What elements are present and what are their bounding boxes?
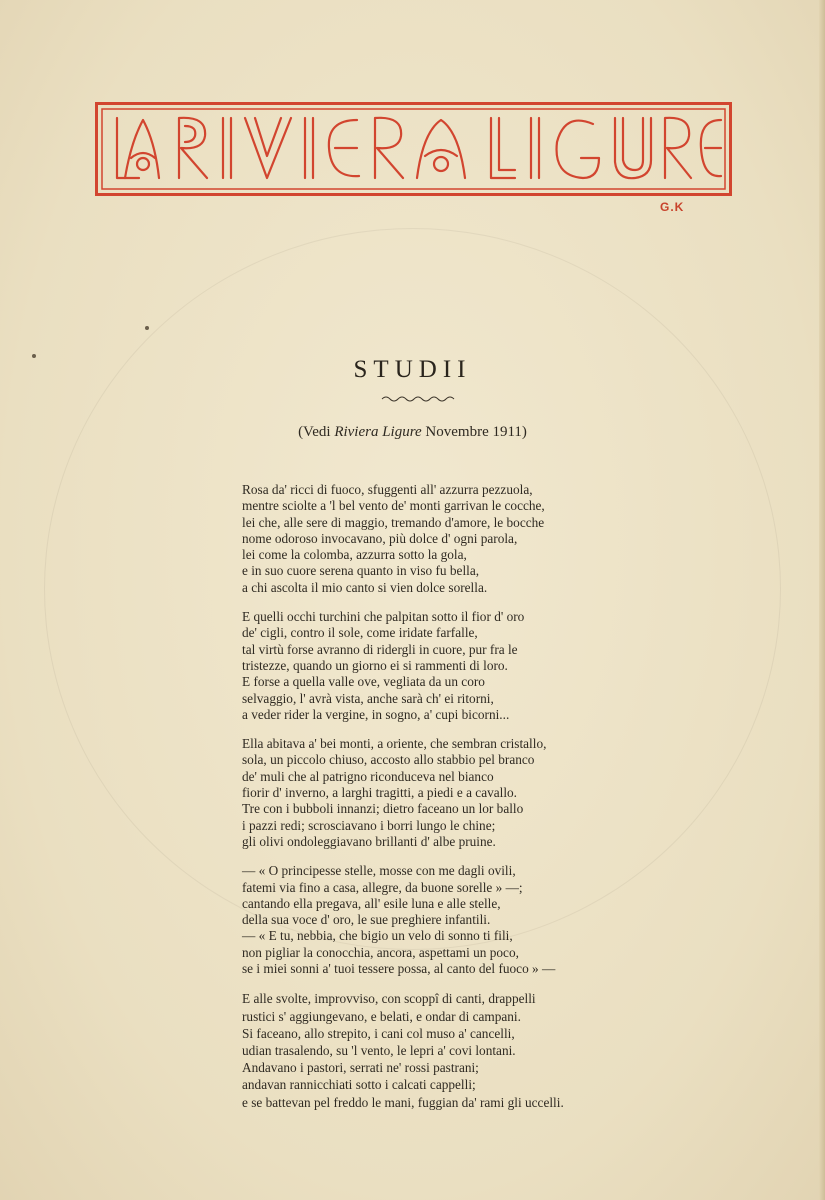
poem-line: rustici s' aggiungevano, e belati, e ondar di campani. bbox=[242, 1008, 521, 1024]
poem-line: Ella abitava a' bei monti, a oriente, che sembran cristallo, bbox=[242, 736, 547, 752]
magazine-name: Riviera Ligure bbox=[334, 424, 422, 440]
masthead-logo-art bbox=[95, 102, 732, 196]
poem-line: de' muli che al patrigno riconduceva nel bianco bbox=[242, 768, 494, 784]
page-edge bbox=[819, 0, 825, 1200]
poem-line: E quelli occhi turchini che palpitan sotto il fior d' oro bbox=[242, 609, 525, 625]
poem-body bbox=[242, 482, 622, 1124]
poem-line: a veder rider la vergine, in sogno, a' cupi bicorni... bbox=[242, 706, 510, 722]
article-subtitle: (Vedi Riviera Ligure Novembre 1911) bbox=[298, 424, 527, 440]
poem-line: nome odoroso invocavano, più dolce d' ogni parola, bbox=[242, 530, 518, 546]
poem-line: gli olivi ondoleggiavano brillanti d' albe pruine. bbox=[242, 833, 496, 849]
poem-line: non pigliar la conocchia, ancora, aspettami un poco, bbox=[242, 944, 519, 960]
poem-line: tal virtù forse avranno di ridergli in cuore, pur fra le bbox=[242, 641, 518, 657]
poem-stanza bbox=[242, 609, 622, 723]
poem-line: della sua voce d' oro, le sue preghiere infantili. bbox=[242, 912, 491, 928]
poem-line: Rosa da' ricci di fuoco, sfuggenti all' azzurra pezzuola, bbox=[242, 482, 533, 497]
poem-line: fatemi via fino a casa, allegre, da buone sorelle » —; bbox=[242, 879, 523, 895]
article-title: STUDII bbox=[353, 356, 472, 383]
poem-stanza bbox=[242, 736, 622, 850]
poem-line: fiorir d' inverno, a larghi tragitti, a piedi e a cavallo. bbox=[242, 785, 518, 801]
poem-line: andavan rannicchiati sotto i calcati cappelli; bbox=[242, 1077, 476, 1093]
poem-line: selvaggio, l' avrà vista, anche sarà ch' ei ritorni, bbox=[242, 690, 494, 706]
poem-line: a chi ascolta il mio canto si vien dolce sorella. bbox=[242, 579, 488, 595]
poem-line: E forse a quella valle ove, vegliata da un coro bbox=[242, 674, 485, 690]
poem-line: — « O principesse stelle, mosse con me dagli ovili, bbox=[242, 863, 516, 879]
poem-line: lei che, alle sere di maggio, tremando d'amore, le bocche bbox=[242, 514, 545, 530]
poem-stanza bbox=[242, 863, 622, 977]
poem-line: i pazzi redi; scrosciavano i borri lungo le chine; bbox=[242, 817, 496, 833]
poem-stanza bbox=[242, 990, 622, 1110]
poem-line: sola, un piccolo chiuso, accosto allo stabbio pel branco bbox=[242, 752, 535, 768]
poem-line: tristezze, quando un giorno ei si rammenti di loro. bbox=[242, 657, 508, 673]
poem-stanza bbox=[242, 482, 622, 596]
masthead-logo bbox=[95, 102, 732, 196]
illustrator-signature: G.K bbox=[660, 200, 685, 214]
poem-line: lei come la colomba, azzurra sotto la gola, bbox=[242, 547, 467, 563]
poem-line: — « E tu, nebbia, che bigio un velo di sonno ti fili, bbox=[242, 928, 513, 944]
print-speck bbox=[145, 326, 149, 330]
poem-line: e in suo cuore serena quanto in viso fu bella, bbox=[242, 563, 480, 579]
poem-line: Andavano i pastori, serrati ne' rossi pastrani; bbox=[242, 1060, 479, 1076]
poem-line: E alle svolte, improvviso, con scoppî di canti, drappelli bbox=[242, 991, 536, 1007]
poem-line: de' cigli, contro il sole, come iridate farfalle, bbox=[242, 625, 478, 641]
poem-line: udian trasalendo, su 'l vento, le lepri a' covi lontani. bbox=[242, 1042, 516, 1058]
poem-line: Tre con i bubboli innanzi; dietro faceano un lor ballo bbox=[242, 801, 524, 817]
poem-line: cantando ella pregava, all' esile luna e alle stelle, bbox=[242, 895, 501, 911]
title-flourish bbox=[380, 394, 456, 404]
poem-line: mentre sciolte a 'l bel vento de' monti garrivan le cocche, bbox=[242, 498, 545, 514]
poem-line: Si faceano, allo strepito, i cani col muso a' cancelli, bbox=[242, 1025, 515, 1041]
poem-line: se i miei sonni a' tuoi tessere possa, al canto del fuoco » — bbox=[242, 961, 556, 977]
poem-line: e se battevan pel freddo le mani, fuggian da' rami gli uccelli. bbox=[242, 1094, 564, 1110]
